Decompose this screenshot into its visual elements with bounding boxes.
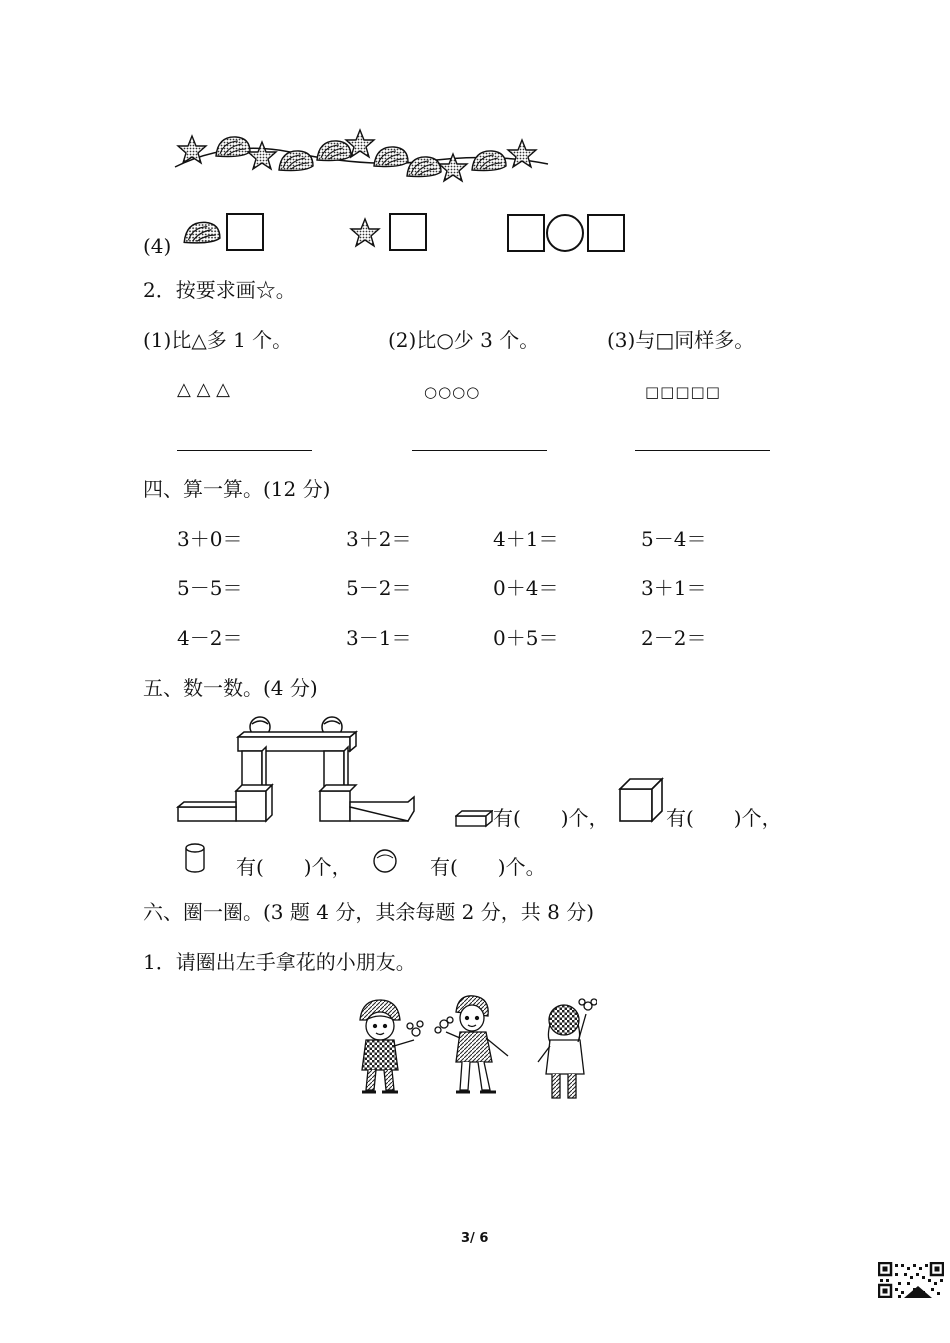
sphere-count-text[interactable]: 有( )个。 <box>430 855 546 879</box>
star-icon <box>347 216 383 250</box>
equation[interactable]: 5－4＝ <box>641 527 707 551</box>
item-1-label: (1)比△多 1 个。 <box>143 328 293 352</box>
block-structure-illustration <box>174 712 419 827</box>
shell-icon <box>180 218 222 252</box>
equation[interactable]: 3－1＝ <box>346 626 412 650</box>
equation[interactable]: 3＋2＝ <box>346 527 412 551</box>
cuboid-count-text[interactable]: 有( )个， <box>493 806 609 830</box>
answer-box-3[interactable] <box>507 214 545 252</box>
equation[interactable]: 2－2＝ <box>641 626 707 650</box>
answer-box-4[interactable] <box>587 214 625 252</box>
answer-line-3[interactable] <box>635 450 770 451</box>
page-number: 3/ 6 <box>461 1231 489 1246</box>
equation[interactable]: 3＋0＝ <box>177 527 243 551</box>
decorative-shell-star-border <box>170 122 555 190</box>
equation[interactable]: 4－2＝ <box>177 626 243 650</box>
equation[interactable]: 3＋1＝ <box>641 576 707 600</box>
circle-shape <box>546 214 584 252</box>
answer-line-1[interactable] <box>177 450 312 451</box>
answer-line-2[interactable] <box>412 450 547 451</box>
triangles-group: △ △ △ <box>177 379 230 400</box>
section-4-title: 四、算一算。(12 分) <box>143 477 331 501</box>
equation[interactable]: 0＋5＝ <box>493 626 559 650</box>
sphere-icon <box>372 848 398 874</box>
question-4-label: (4) <box>143 234 172 258</box>
cube-icon <box>618 777 666 825</box>
equation[interactable]: 5－2＝ <box>346 576 412 600</box>
item-2-label: (2)比○少 3 个。 <box>388 328 540 352</box>
cube-count-text[interactable]: 有( )个， <box>666 806 782 830</box>
equation[interactable]: 0＋4＝ <box>493 576 559 600</box>
circles-group: ○○○○ <box>424 383 481 401</box>
answer-box-2[interactable] <box>389 213 427 251</box>
section-2-title: 2．按要求画☆。 <box>143 278 296 302</box>
item-3-label: (3)与□同样多。 <box>607 328 755 352</box>
cylinder-icon <box>184 843 206 873</box>
cylinder-count-text[interactable]: 有( )个， <box>236 855 352 879</box>
cuboid-icon <box>455 810 493 828</box>
answer-box-1[interactable] <box>226 213 264 251</box>
squares-group: □□□□□ <box>645 383 721 401</box>
question-1-text: 1．请圈出左手拿花的小朋友。 <box>143 950 416 974</box>
equation[interactable]: 5－5＝ <box>177 576 243 600</box>
section-6-title: 六、圈一圈。(3 题 4 分，其余每题 2 分，共 8 分) <box>143 900 595 924</box>
qr-code-icon <box>878 1262 944 1298</box>
children-with-flowers-illustration[interactable] <box>352 990 597 1105</box>
section-5-title: 五、数一数。(4 分) <box>143 676 318 700</box>
equation[interactable]: 4＋1＝ <box>493 527 559 551</box>
